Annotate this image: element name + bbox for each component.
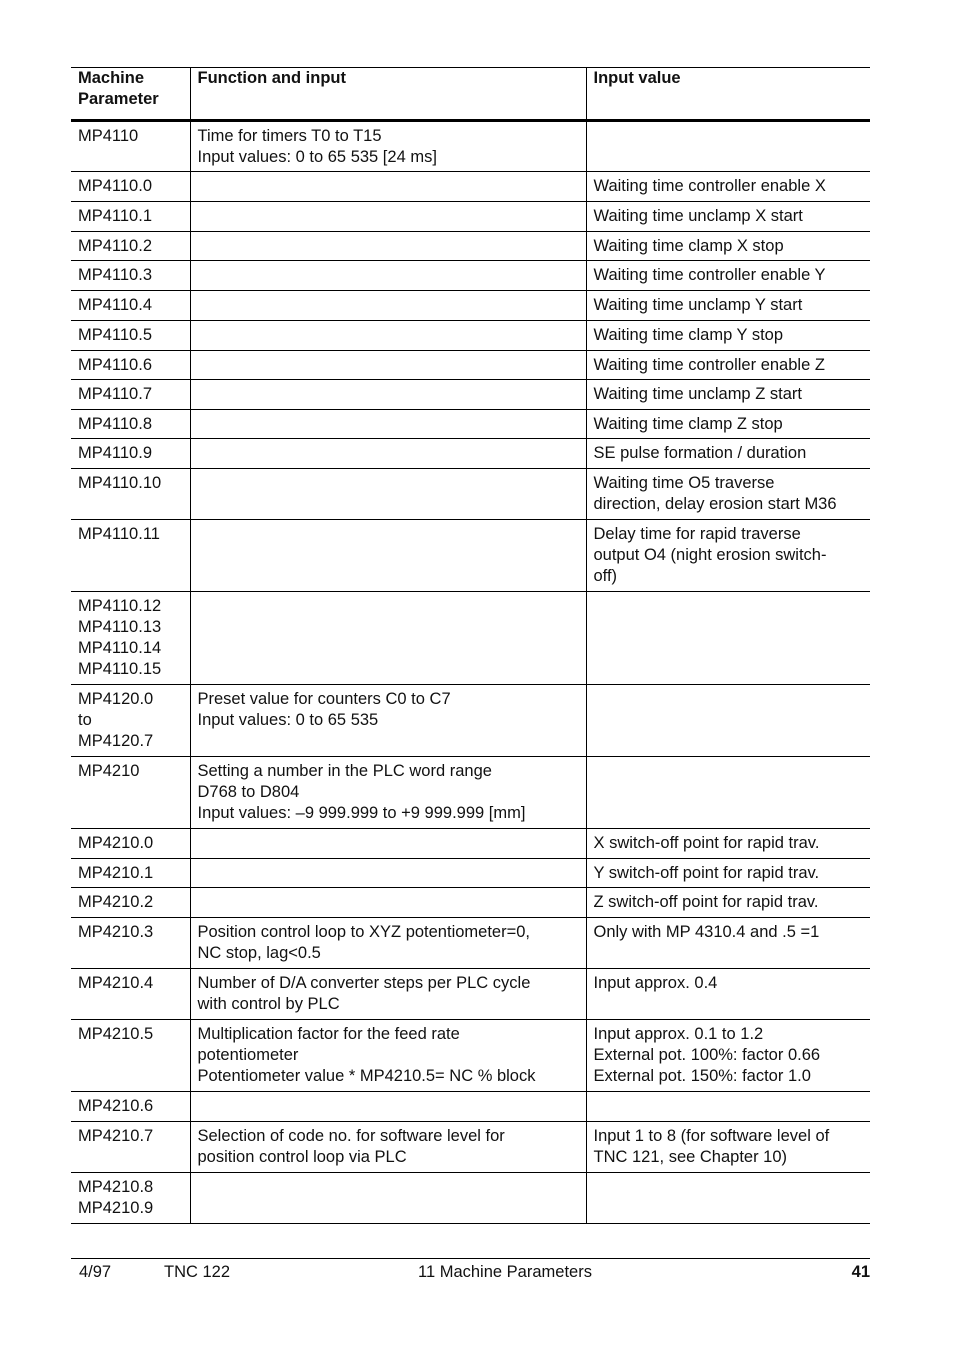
function-cell	[190, 592, 586, 685]
input-value-cell	[586, 829, 870, 859]
cell-text-line: Potentiometer value * MP4210.5= NC % block	[197, 1067, 536, 1085]
function-cell	[190, 829, 586, 859]
function-cell	[190, 918, 586, 969]
input-value-cell	[586, 859, 870, 888]
parameter-cell	[71, 918, 190, 969]
cell-text-line: MP4110.10	[78, 474, 162, 492]
cell-text-line: MP4110.4	[78, 296, 152, 314]
cell-text-line: TNC 121, see Chapter 10)	[593, 1148, 788, 1166]
cell-text-line: MP4110.13	[78, 618, 162, 636]
cell-text-line: Waiting time O5 traverse	[593, 474, 775, 492]
cell-text-line: External pot. 100%: factor 0.66	[593, 1046, 821, 1064]
header-text-line: Input value	[593, 69, 681, 87]
parameter-cell	[71, 888, 190, 918]
input-value-cell	[586, 321, 870, 351]
function-cell	[190, 261, 586, 291]
parameter-cell	[71, 172, 190, 202]
cell-text-line: MP4110.15	[78, 660, 162, 678]
input-value-cell	[586, 202, 870, 232]
cell-text-line: MP4210.3	[78, 923, 154, 941]
cell-text-line: NC stop, lag<0.5	[197, 944, 321, 962]
parameter-cell	[71, 321, 190, 351]
cell-text-line: MP4110.2	[78, 237, 152, 255]
table-row	[71, 202, 870, 232]
footer-page-number: 41	[851, 1263, 870, 1281]
input-value-cell	[586, 969, 870, 1020]
parameter-cell	[71, 1173, 190, 1224]
function-cell	[190, 1020, 586, 1092]
cell-text-line: Input approx. 0.1 to 1.2	[593, 1025, 764, 1043]
parameter-cell	[71, 520, 190, 592]
input-value-cell	[586, 1173, 870, 1224]
cell-text-line: to	[78, 711, 92, 729]
header-machine-parameter	[71, 68, 190, 121]
function-cell	[190, 232, 586, 261]
cell-text-line: Waiting time controller enable Z	[593, 356, 825, 374]
cell-text-line: MP4110.3	[78, 266, 152, 284]
cell-text-line: Input 1 to 8 (for software level of	[593, 1127, 830, 1145]
table-row	[71, 520, 870, 592]
cell-text-line: position control loop via PLC	[197, 1148, 407, 1166]
cell-text-line: MP4210	[78, 762, 140, 780]
parameter-cell	[71, 859, 190, 888]
table-row	[71, 380, 870, 410]
parameter-cell	[71, 1122, 190, 1173]
parameter-cell	[71, 121, 190, 172]
cell-text-line: with control by PLC	[197, 995, 340, 1013]
cell-text-line: MP4210.2	[78, 893, 154, 911]
header-text-line: Machine	[78, 69, 145, 87]
cell-text-line: Waiting time controller enable Y	[593, 266, 826, 284]
cell-text-line: Input values: –9 999.999 to +9 999.999 [mm]	[197, 804, 526, 822]
input-value-cell	[586, 757, 870, 829]
table-row	[71, 685, 870, 757]
cell-text-line: Time for timers T0 to T15	[197, 127, 382, 145]
input-value-cell	[586, 592, 870, 685]
input-value-cell	[586, 439, 870, 469]
table-row	[71, 439, 870, 469]
cell-text-line: MP4210.1	[78, 864, 154, 882]
function-cell	[190, 321, 586, 351]
input-value-cell	[586, 685, 870, 757]
table-row	[71, 757, 870, 829]
table-row	[71, 261, 870, 291]
table-row	[71, 1173, 870, 1224]
cell-text-line: MP4210.5	[78, 1025, 154, 1043]
cell-text-line: External pot. 150%: factor 1.0	[593, 1067, 811, 1085]
parameter-cell	[71, 592, 190, 685]
cell-text-line: Waiting time unclamp X start	[593, 207, 803, 225]
parameter-cell	[71, 291, 190, 321]
input-value-cell	[586, 1092, 870, 1122]
parameter-cell	[71, 685, 190, 757]
cell-text-line: off)	[593, 567, 618, 585]
cell-text-line: Waiting time controller enable X	[593, 177, 826, 195]
table-row	[71, 918, 870, 969]
header-text-line: Parameter	[78, 90, 159, 108]
function-cell	[190, 1092, 586, 1122]
footer-rule	[71, 1258, 870, 1259]
parameter-cell	[71, 380, 190, 410]
cell-text-line: MP4210.4	[78, 974, 154, 992]
table-row	[71, 859, 870, 888]
cell-text-line: output O4 (night erosion switch-	[593, 546, 827, 564]
cell-text-line: MP4210.7	[78, 1127, 154, 1145]
parameter-cell	[71, 1092, 190, 1122]
cell-text-line: MP4210.6	[78, 1097, 154, 1115]
cell-text-line: MP4110.12	[78, 597, 162, 615]
parameter-cell	[71, 439, 190, 469]
function-cell	[190, 859, 586, 888]
function-cell	[190, 469, 586, 520]
header-function-and-input	[190, 68, 586, 121]
table-row	[71, 172, 870, 202]
input-value-cell	[586, 469, 870, 520]
function-cell	[190, 439, 586, 469]
function-cell	[190, 969, 586, 1020]
cell-text-line: MP4110	[78, 127, 139, 145]
cell-text-line: Waiting time unclamp Z start	[593, 385, 802, 403]
input-value-cell	[586, 261, 870, 291]
input-value-cell	[586, 291, 870, 321]
function-cell	[190, 172, 586, 202]
table-row	[71, 1020, 870, 1092]
cell-text-line: MP4110.7	[78, 385, 152, 403]
input-value-cell	[586, 410, 870, 439]
parameter-cell	[71, 410, 190, 439]
machine-parameter-table	[71, 67, 870, 1224]
function-cell	[190, 1173, 586, 1224]
table-header	[71, 68, 870, 121]
parameter-cell	[71, 757, 190, 829]
header-input-value	[586, 68, 870, 121]
function-cell	[190, 202, 586, 232]
table-row	[71, 232, 870, 261]
function-cell	[190, 520, 586, 592]
function-cell	[190, 351, 586, 380]
table-row	[71, 291, 870, 321]
cell-text-line: Only with MP 4310.4 and .5 =1	[593, 923, 820, 941]
cell-text-line: Preset value for counters C0 to C7	[197, 690, 451, 708]
cell-text-line: Z switch-off point for rapid trav.	[593, 893, 819, 911]
function-cell	[190, 291, 586, 321]
table-row	[71, 321, 870, 351]
table-row	[71, 121, 870, 172]
table-row	[71, 1092, 870, 1122]
cell-text-line: MP4110.8	[78, 415, 152, 433]
table-row	[71, 469, 870, 520]
cell-text-line: Waiting time clamp Y stop	[593, 326, 784, 344]
table-row	[71, 410, 870, 439]
input-value-cell	[586, 121, 870, 172]
parameter-cell	[71, 351, 190, 380]
cell-text-line: Delay time for rapid traverse	[593, 525, 801, 543]
cell-text-line: MP4110.5	[78, 326, 152, 344]
header-text-line: Function and input	[197, 69, 346, 87]
function-cell	[190, 757, 586, 829]
parameter-cell	[71, 202, 190, 232]
function-cell	[190, 380, 586, 410]
cell-text-line: MP4120.0	[78, 690, 154, 708]
cell-text-line: MP4210.9	[78, 1199, 154, 1217]
cell-text-line: Input approx. 0.4	[593, 974, 718, 992]
cell-text-line: Input values: 0 to 65 535	[197, 711, 379, 729]
cell-text-line: MP4110.6	[78, 356, 152, 374]
cell-text-line: Y switch-off point for rapid trav.	[593, 864, 820, 882]
cell-text-line: MP4210.8	[78, 1178, 154, 1196]
table-row	[71, 888, 870, 918]
parameter-cell	[71, 829, 190, 859]
input-value-cell	[586, 172, 870, 202]
parameter-cell	[71, 232, 190, 261]
cell-text-line: Waiting time clamp Z stop	[593, 415, 783, 433]
function-cell	[190, 121, 586, 172]
table-row	[71, 969, 870, 1020]
cell-text-line: MP4110.0	[78, 177, 152, 195]
cell-text-line: MP4110.14	[78, 639, 162, 657]
cell-text-line: MP4110.11	[78, 525, 160, 543]
cell-text-line: Waiting time clamp X stop	[593, 237, 784, 255]
cell-text-line: X switch-off point for rapid trav.	[593, 834, 820, 852]
cell-text-line: direction, delay erosion start M36	[593, 495, 837, 513]
cell-text-line: MP4110.9	[78, 444, 152, 462]
table-row	[71, 1122, 870, 1173]
cell-text-line: MP4120.7	[78, 732, 154, 750]
parameter-cell	[71, 469, 190, 520]
cell-text-line: Waiting time unclamp Y start	[593, 296, 803, 314]
input-value-cell	[586, 520, 870, 592]
cell-text-line: SE pulse formation / duration	[593, 444, 807, 462]
parameter-cell	[71, 261, 190, 291]
table-row	[71, 351, 870, 380]
function-cell	[190, 1122, 586, 1173]
cell-text-line: D768 to D804	[197, 783, 300, 801]
input-value-cell	[586, 232, 870, 261]
cell-text-line: MP4110.1	[78, 207, 152, 225]
cell-text-line: potentiometer	[197, 1046, 299, 1064]
input-value-cell	[586, 1122, 870, 1173]
function-cell	[190, 685, 586, 757]
cell-text-line: MP4210.0	[78, 834, 154, 852]
cell-text-line: Position control loop to XYZ potentiometer=0,	[197, 923, 530, 941]
input-value-cell	[586, 380, 870, 410]
cell-text-line: Multiplication factor for the feed rate	[197, 1025, 460, 1043]
input-value-cell	[586, 888, 870, 918]
cell-text-line: Selection of code no. for software level for	[197, 1127, 505, 1145]
function-cell	[190, 888, 586, 918]
function-cell	[190, 410, 586, 439]
cell-text-line: Setting a number in the PLC word range	[197, 762, 492, 780]
cell-text-line: Input values: 0 to 65 535 [24 ms]	[197, 148, 437, 166]
table-row	[71, 592, 870, 685]
parameter-cell	[71, 969, 190, 1020]
input-value-cell	[586, 351, 870, 380]
footer-date: 4/97	[79, 1263, 112, 1281]
footer-chapter-title: 11 Machine Parameters	[418, 1263, 592, 1281]
table-row	[71, 829, 870, 859]
input-value-cell	[586, 918, 870, 969]
table-body	[71, 121, 870, 1224]
cell-text-line: Number of D/A converter steps per PLC cycle	[197, 974, 531, 992]
input-value-cell	[586, 1020, 870, 1092]
parameter-cell	[71, 1020, 190, 1092]
footer-model: TNC 122	[164, 1263, 231, 1281]
